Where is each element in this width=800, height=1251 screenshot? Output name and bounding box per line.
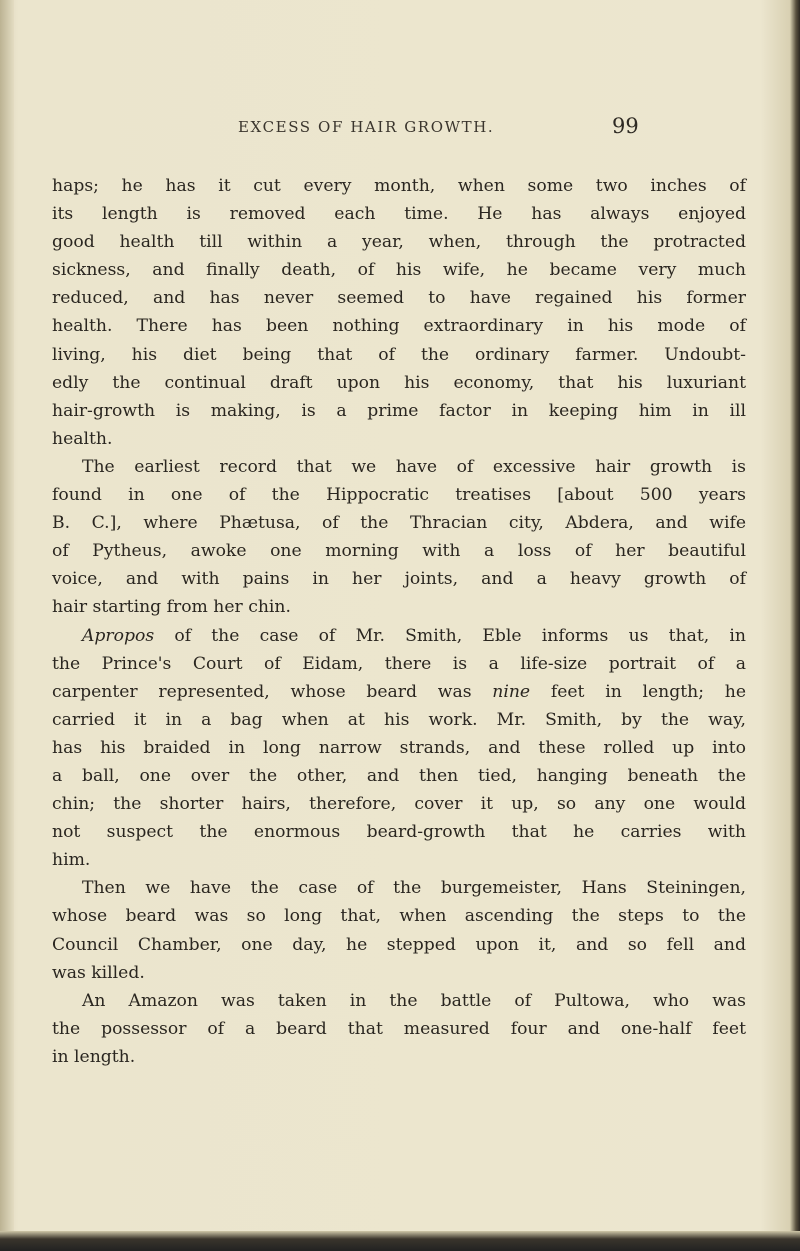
text-line: of Pytheus, awoke one morning with a loss of her beautiful — [52, 541, 746, 562]
text-line: good health till within a year, when, through the protracted — [52, 232, 746, 253]
text-line: found in one of the Hippocratic treatises [about 500 years — [52, 485, 746, 506]
text-line: haps; he has it cut every month, when some two inches of — [52, 176, 746, 196]
text-line: whose beard was so long that, when ascending the steps to the — [52, 906, 746, 927]
page-left-edge — [0, 0, 14, 1251]
text-line: B. C.], where Phætusa, of the Thracian city, Abdera, and wife — [52, 513, 746, 534]
text-line: reduced, and has never seemed to have regained his former — [52, 288, 746, 309]
page-right-edge — [790, 0, 800, 1251]
text-line: its length is removed each time. He has always enjoyed — [52, 204, 746, 225]
text-line: the Prince's Court of Eidam, there is a life-size portrait of a — [52, 653, 746, 674]
text-line: voice, and with pains in her joints, and a heavy growth of — [52, 569, 746, 590]
text-line: in length. — [52, 1046, 136, 1067]
text-line: carried it in a bag when at his work. Mr. Smith, by the way, — [52, 709, 746, 730]
text-line: hair starting from her chin. — [52, 597, 291, 618]
text-line: An Amazon was taken in the battle of Pultowa, who was — [82, 990, 746, 1011]
text-line: chin; the shorter hairs, therefore, cover it up, so any one would — [52, 794, 746, 815]
text-line: hair-growth is making, is a prime factor in keeping him in ill — [52, 400, 746, 421]
text-line-rest: of the case of Mr. Smith, Eble informs us that, in — [174, 625, 747, 646]
page-number: 99 — [612, 114, 639, 138]
text-line: Then we have the case of the burgemeister, Hans Steiningen, — [82, 878, 746, 899]
running-title: EXCESS OF HAIR GROWTH. — [238, 118, 495, 136]
text-line: him. — [52, 850, 91, 871]
text-line: edly the continual draft upon his economy, that his luxuriant — [52, 372, 746, 393]
text-line-start: carpenter represented, whose beard was — [52, 681, 472, 702]
text-line-end: feet in length; he — [550, 681, 746, 702]
text-line: sickness, and finally death, of his wife, he became very much — [52, 260, 746, 281]
text-line: has his braided in long narrow strands, and these rolled up into — [52, 737, 746, 758]
text-line: not suspect the enormous beard-growth that he carries with — [52, 822, 746, 843]
italic-word-nine: nine — [492, 681, 531, 702]
text-line: health. There has been nothing extraordinary in his mode of — [52, 316, 746, 337]
text-line: The earliest record that we have of excessive hair growth is — [82, 456, 746, 477]
body-text — [52, 172, 746, 1071]
text-line: Council Chamber, one day, he stepped upon it, and so fell and — [52, 934, 746, 955]
running-head — [0, 114, 800, 144]
text-line: living, his diet being that of the ordinary farmer. Undoubt- — [52, 344, 746, 365]
page-bottom-edge — [0, 1231, 800, 1251]
italic-word-apropos: Apropos — [82, 625, 155, 646]
text-line — [52, 678, 746, 706]
text-line: was killed. — [52, 962, 145, 983]
text-line: health. — [52, 428, 113, 449]
text-line — [52, 622, 746, 650]
text-line: a ball, one over the other, and then tied, hanging beneath the — [52, 765, 746, 786]
text-line: the possessor of a beard that measured four and one-half feet — [52, 1018, 746, 1039]
